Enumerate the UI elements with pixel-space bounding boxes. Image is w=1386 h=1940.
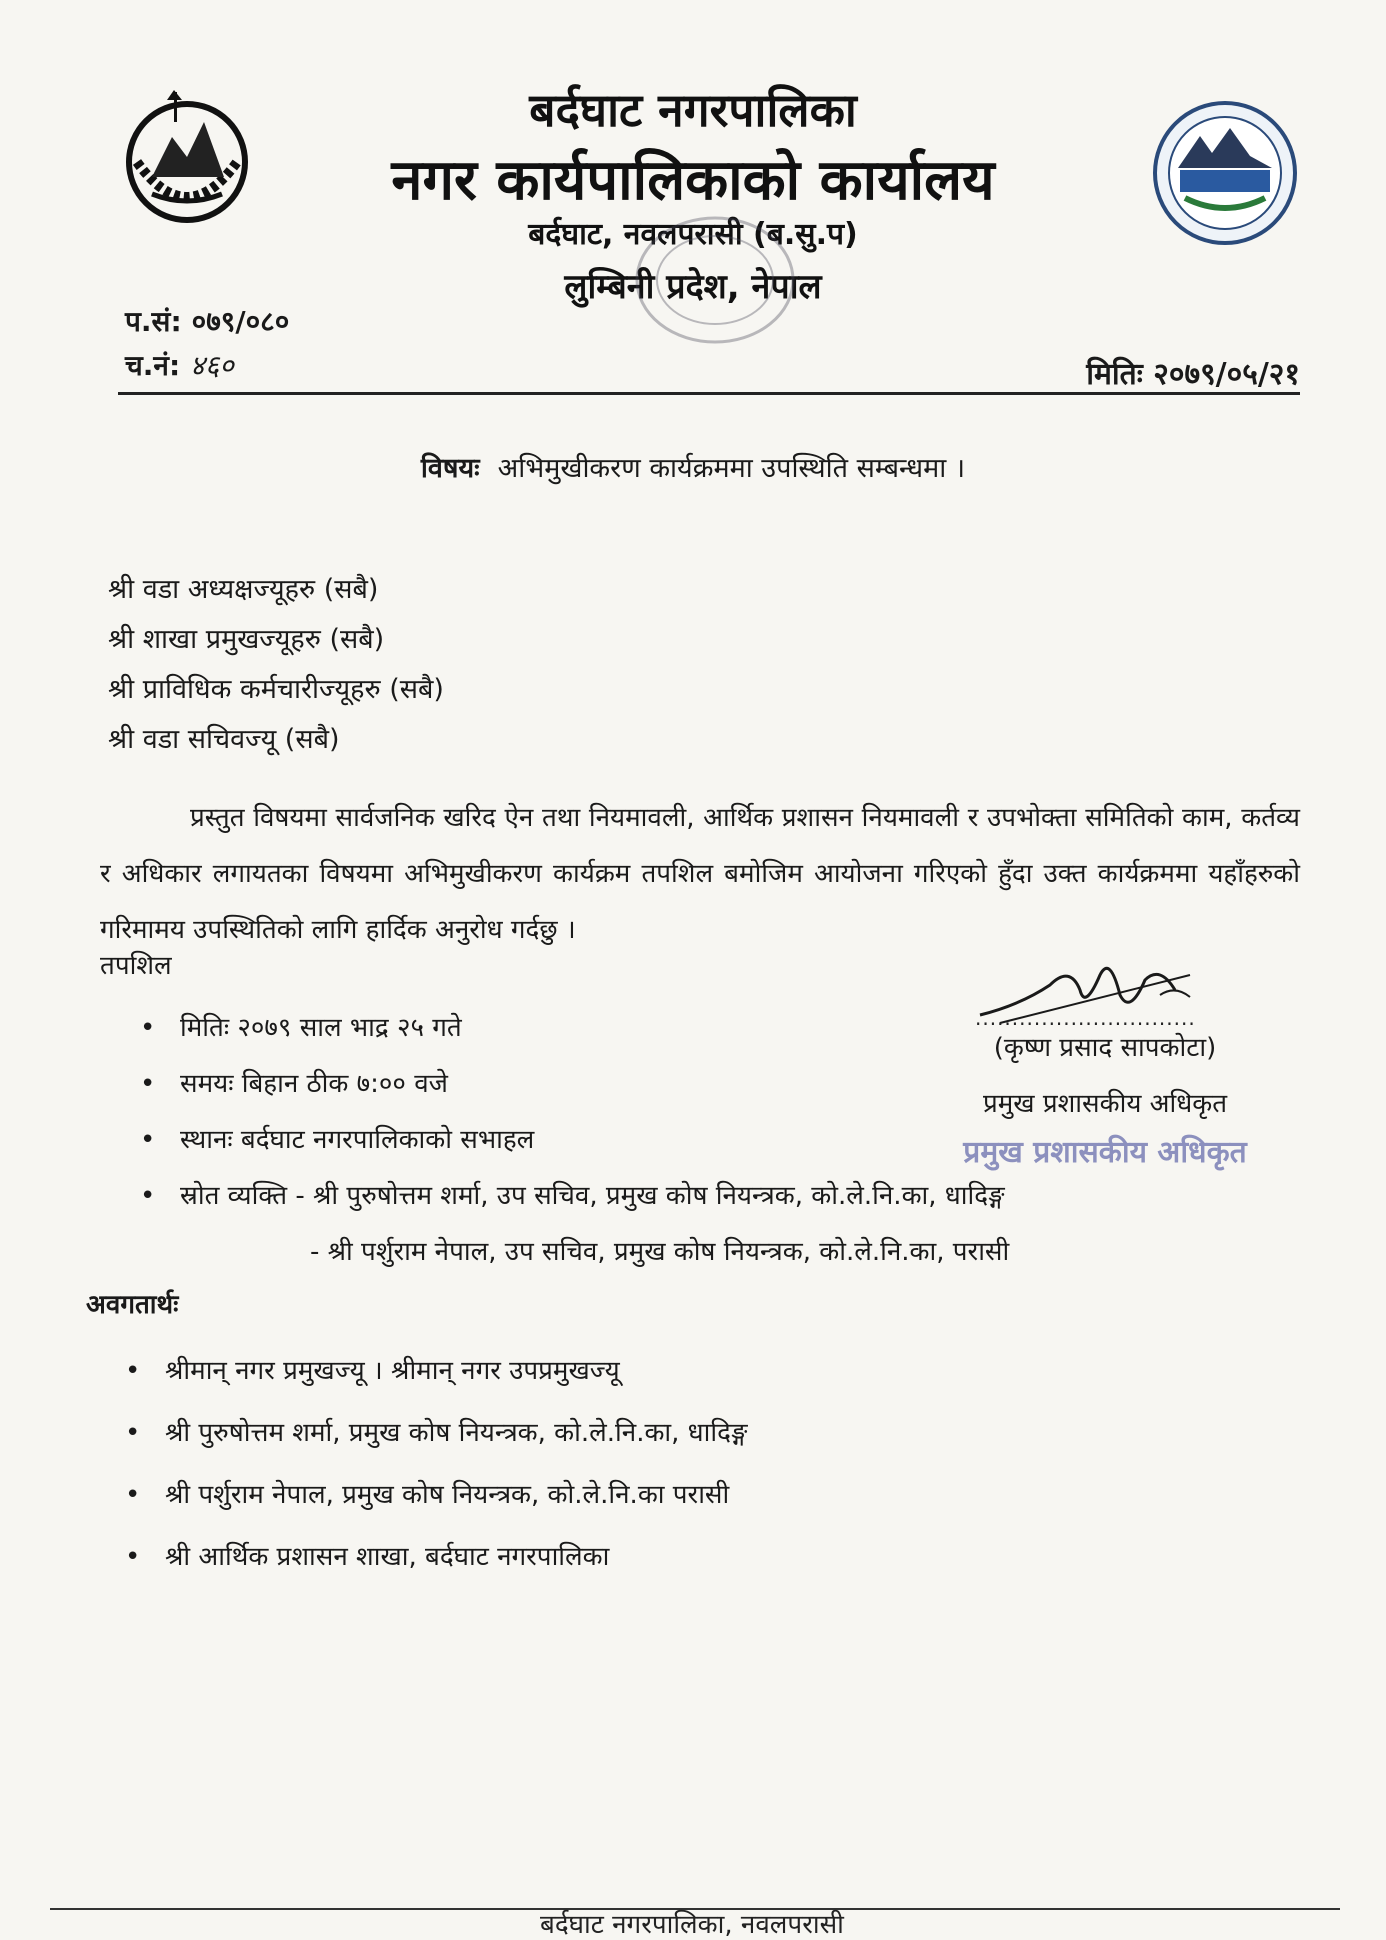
date-value: २०७९/०५/२१ bbox=[1153, 357, 1300, 392]
date-label: मितिः bbox=[1086, 357, 1143, 392]
schedule-resource-person-1: • स्रोत व्यक्ति - श्री पुरुषोत्तम शर्मा, उप सचिव, प्रमुख कोष नियन्त्रक, को.ले.नि.का, धादिङ्ग bbox=[140, 1168, 1009, 1224]
signatory-name: (कृष्ण प्रसाद सापकोटा) bbox=[993, 1033, 1217, 1063]
subject-line bbox=[0, 448, 1386, 485]
fiscal-year-label: प.सं: bbox=[125, 305, 182, 338]
signature-dotted-line: .............................. bbox=[975, 1006, 1196, 1030]
fiscal-year-ref bbox=[125, 302, 289, 340]
schedule-time: • समयः बिहान ठीक ७:०० वजे bbox=[140, 1056, 1009, 1112]
schedule-date: • मितिः २०७९ साल भाद्र २५ गते bbox=[140, 1000, 1009, 1056]
cc-item: • श्रीमान् नगर प्रमुखज्यू । श्रीमान् नगर उपप्रमुखज्यू bbox=[125, 1340, 747, 1402]
letter-date bbox=[1086, 352, 1300, 393]
schedule-list bbox=[140, 1000, 1009, 1280]
body-text: प्रस्तुत विषयमा सार्वजनिक खरिद ऐन तथा नियमावली, आर्थिक प्रशासन नियमावली र उपभोक्ता समितिको काम, कर्तव्य र अधिकार लगायतका विषयमा अभिमुखीकरण कार्यक्रम तपशिल बमोजिम आयोजना गरिएको हुँदा उक्त कार्यक्रममा यहाँहरुको गरिमामय उपस्थितिको लागि हार्दिक अनुरोध गर्दछु । bbox=[100, 803, 1300, 945]
cc-title: अवगतार्थः bbox=[86, 1290, 179, 1320]
dispatch-number-label: च.नं: bbox=[125, 349, 181, 382]
header-divider bbox=[118, 392, 1300, 395]
cc-item: • श्री पर्शुराम नेपाल, प्रमुख कोष नियन्त्रक, को.ले.नि.का परासी bbox=[125, 1464, 747, 1526]
addressee-item: श्री शाखा प्रमुखज्यूहरु (सबै) bbox=[108, 624, 385, 655]
designation-stamp: प्रमुख प्रशासकीय अधिकृत bbox=[963, 1135, 1247, 1170]
addressee-item: श्री प्राविधिक कर्मचारीज्यूहरु (सबै) bbox=[108, 674, 444, 705]
fiscal-year-value: ०७९/०८० bbox=[191, 305, 290, 338]
addressee-item: श्री वडा अध्यक्षज्यूहरु (सबै) bbox=[108, 574, 379, 605]
schedule-venue: • स्थानः बर्दघाट नगरपालिकाको सभाहल bbox=[140, 1112, 1009, 1168]
schedule-resource-person-2: - श्री पर्शुराम नेपाल, उप सचिव, प्रमुख कोष नियन्त्रक, को.ले.नि.का, परासी bbox=[310, 1237, 1010, 1267]
body-paragraph bbox=[100, 790, 1300, 958]
dispatch-number-value: ४६० bbox=[190, 349, 234, 382]
signatory-block bbox=[955, 1020, 1255, 1132]
dispatch-number-ref bbox=[125, 346, 234, 384]
office-address: बर्दघाट, नवलपरासी (ब.सु.प) bbox=[528, 217, 858, 252]
cc-item: • श्री पुरुषोत्तम शर्मा, प्रमुख कोष नियन्त्रक, को.ले.नि.का, धादिङ्ग bbox=[125, 1402, 747, 1464]
cc-list bbox=[125, 1340, 747, 1588]
subject-text: अभिमुखीकरण कार्यक्रममा उपस्थिति सम्बन्धमा । bbox=[497, 453, 966, 484]
cc-item: • श्री आर्थिक प्रशासन शाखा, बर्दघाट नगरपालिका bbox=[125, 1526, 747, 1588]
municipality-name: बर्दघाट नगरपालिका bbox=[529, 83, 857, 137]
office-province: लुम्बिनी प्रदेश, नेपाल bbox=[564, 267, 822, 307]
addressee-item: श्री वडा सचिवज्यू (सबै) bbox=[108, 724, 340, 755]
subject-label: विषयः bbox=[420, 453, 480, 484]
addressee-list bbox=[108, 565, 444, 765]
footer-text: बर्दघाट नगरपालिका, नवलपरासी bbox=[540, 1910, 844, 1940]
signatory-title: प्रमुख प्रशासकीय अधिकृत bbox=[982, 1089, 1228, 1119]
office-stamp-icon bbox=[625, 205, 805, 355]
schedule-title: तपशिल bbox=[100, 951, 172, 981]
office-name: नगर कार्यपालिकाको कार्यालय bbox=[391, 148, 995, 213]
